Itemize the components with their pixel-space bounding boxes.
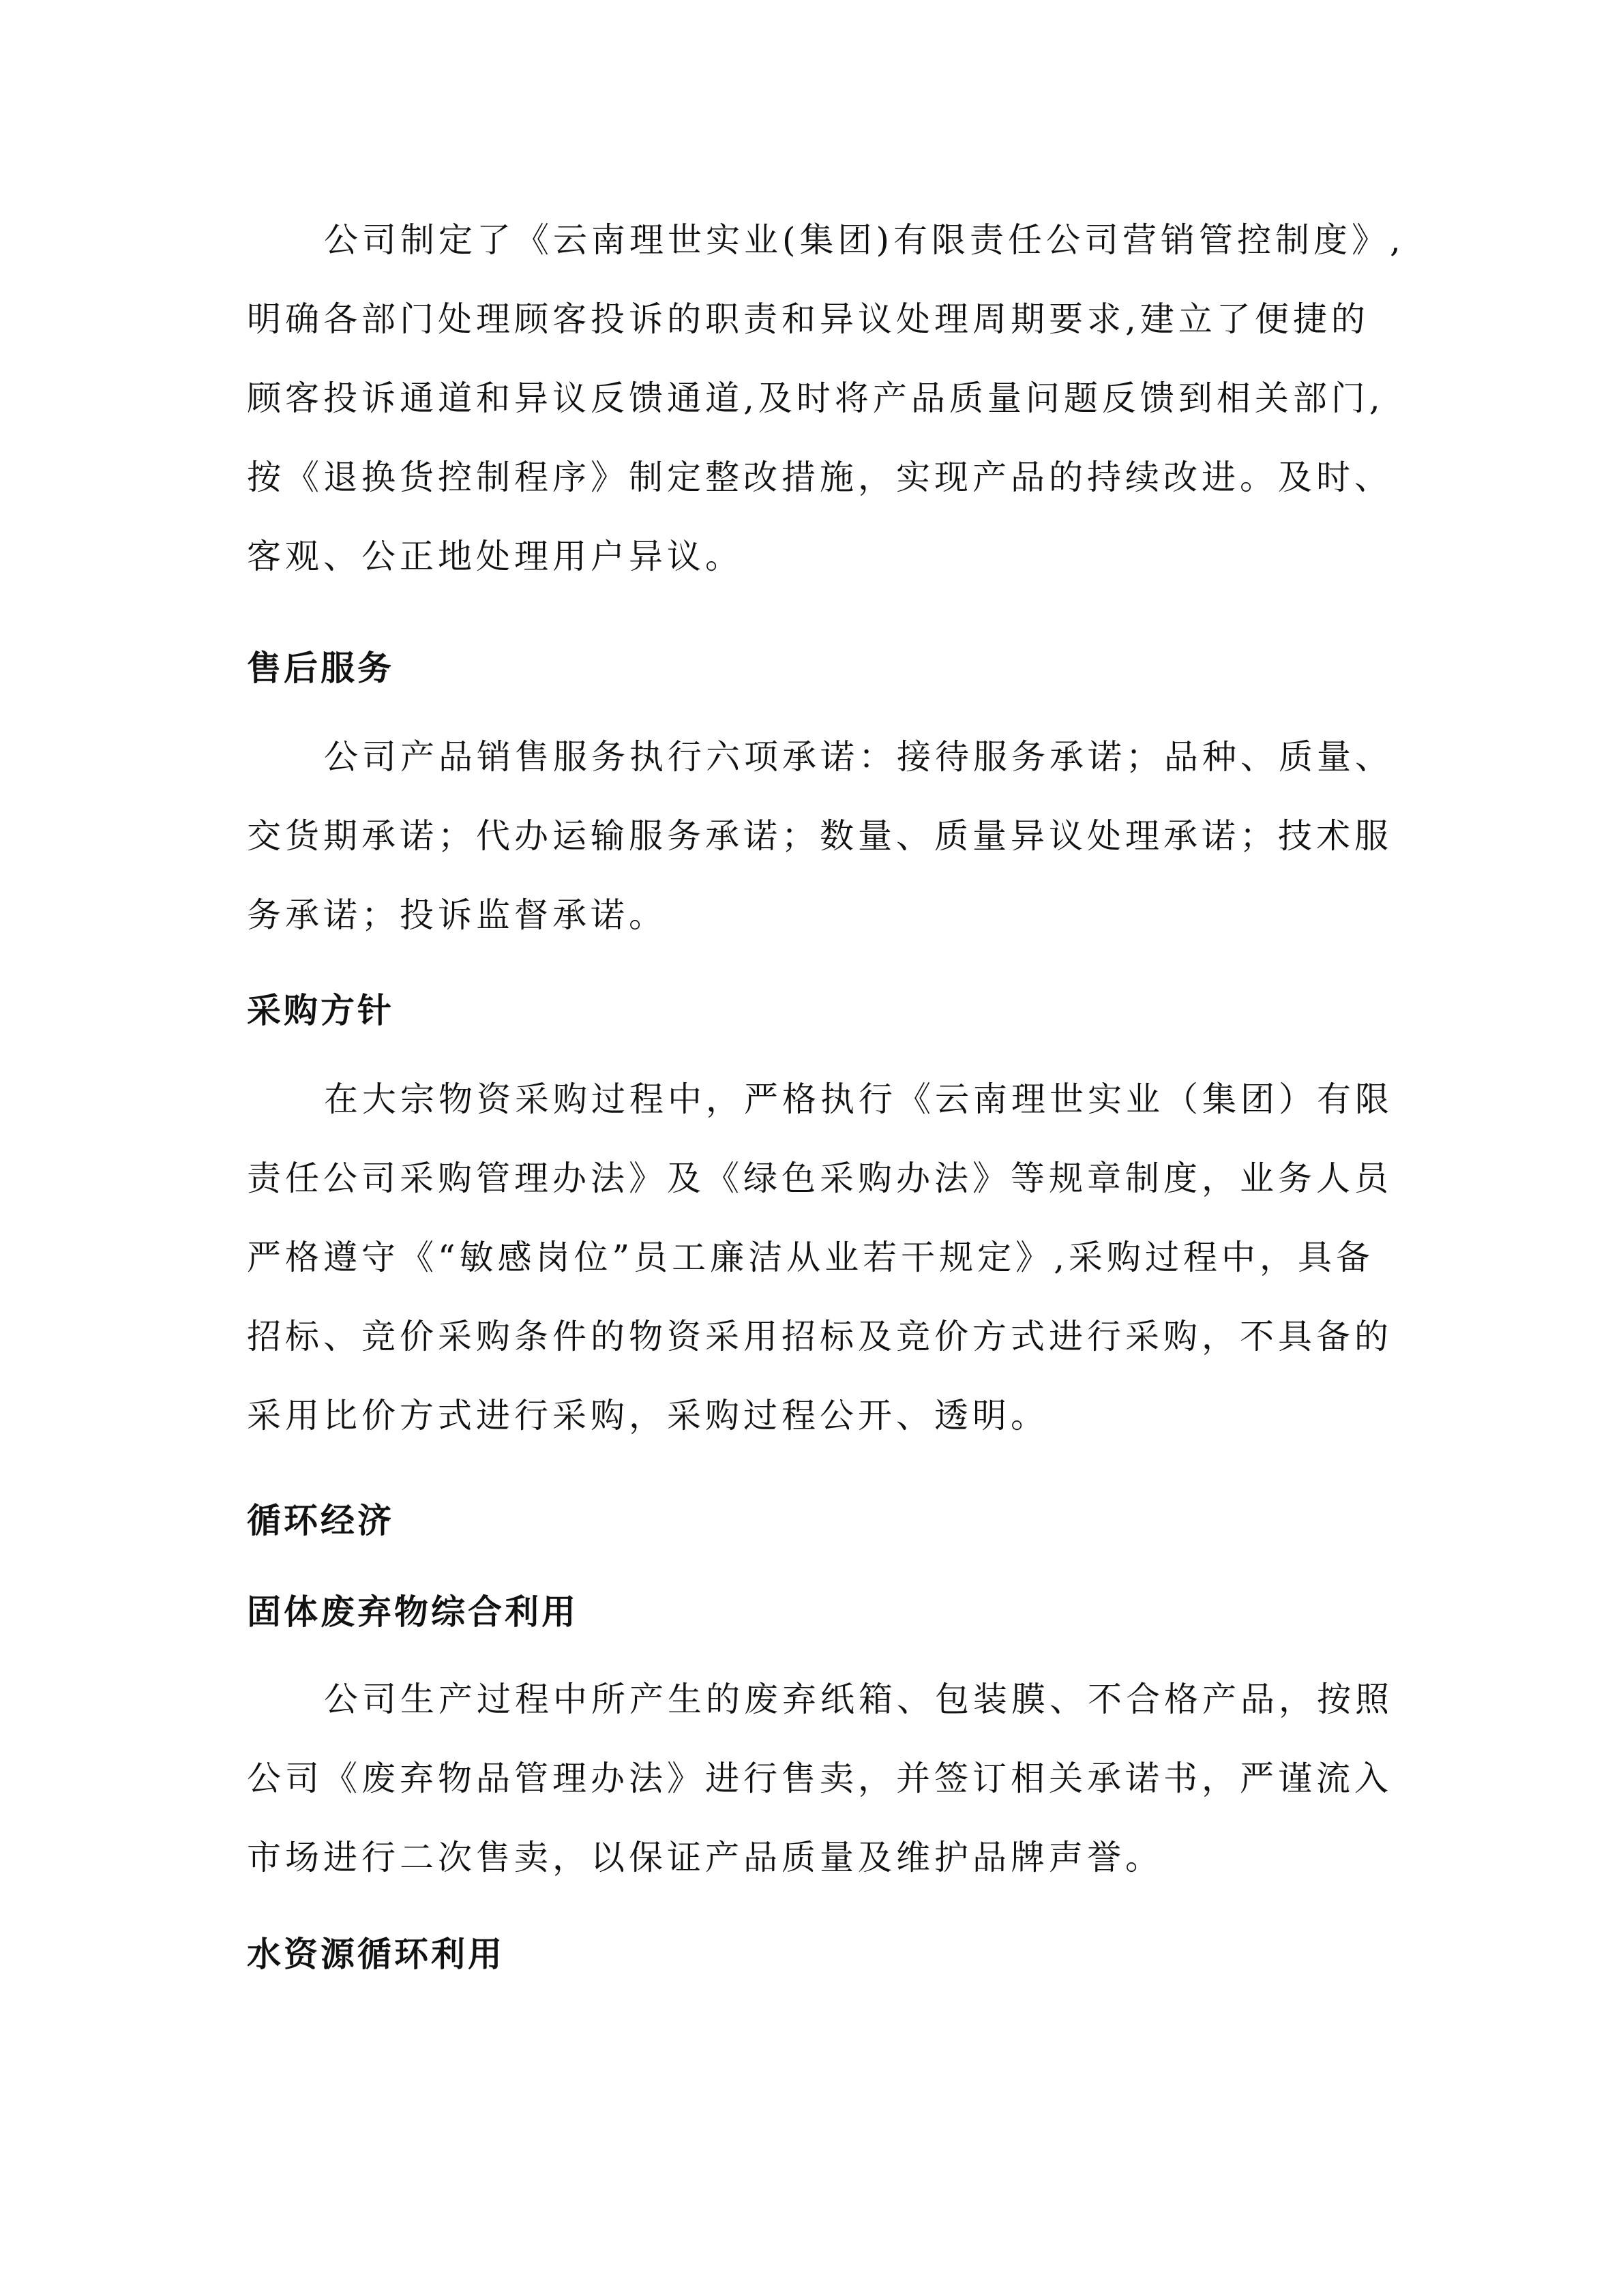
- heading-after-sales-service: 售后服务: [247, 648, 394, 688]
- paragraph-after-sales-line-2: 交货期承诺；代办运输服务承诺；数量、质量异议处理承诺；技术服: [247, 816, 1393, 856]
- paragraph-solid-waste-line-1: 公司生产过程中所产生的废弃纸箱、包装膜、不合格产品，按照: [324, 1680, 1393, 1719]
- heading-water-recycling: 水资源循环利用: [247, 1934, 505, 1974]
- paragraph-complaints-line-3: 顾客投诉通道和异议反馈通道,及时将产品质量问题反馈到相关部门,: [247, 378, 1384, 418]
- paragraph-after-sales-line-1: 公司产品销售服务执行六项承诺：接待服务承诺；品种、质量、: [324, 737, 1393, 777]
- paragraph-complaints-line-4: 按《退换货控制程序》制定整改措施，实现产品的持续改进。及时、: [247, 458, 1393, 497]
- paragraph-procurement-line-3: 严格遵守《“敏感岗位”员工廉洁从业若干规定》,采购过程中，具备: [247, 1238, 1375, 1277]
- heading-procurement-policy: 采购方针: [247, 990, 394, 1030]
- heading-circular-economy: 循环经济: [247, 1500, 394, 1540]
- paragraph-complaints-line-5: 客观、公正地处理用户异议。: [247, 537, 743, 576]
- paragraph-complaints-line-1: 公司制定了《云南理世实业(集团)有限责任公司营销管控制度》,: [324, 220, 1405, 260]
- paragraph-after-sales-line-3: 务承诺；投诉监督承诺。: [247, 895, 667, 935]
- paragraph-solid-waste-line-2: 公司《废弃物品管理办法》进行售卖，并签订相关承诺书，严谨流入: [247, 1759, 1393, 1798]
- paragraph-procurement-line-4: 招标、竞价采购条件的物资采用招标及竞价方式进行采购，不具备的: [247, 1317, 1393, 1356]
- paragraph-procurement-line-1: 在大宗物资采购过程中，严格执行《云南理世实业（集团）有限: [324, 1079, 1393, 1119]
- heading-solid-waste-utilization: 固体废弃物综合利用: [247, 1592, 578, 1632]
- paragraph-complaints-line-2: 明确各部门处理顾客投诉的职责和异议处理周期要求,建立了便捷的: [247, 299, 1369, 339]
- paragraph-procurement-line-5: 采用比价方式进行采购，采购过程公开、透明。: [247, 1396, 1049, 1435]
- paragraph-solid-waste-line-3: 市场进行二次售卖，以保证产品质量及维护品牌声誉。: [247, 1838, 1163, 1877]
- paragraph-procurement-line-2: 责任公司采购管理办法》及《绿色采购办法》等规章制度，业务人员: [247, 1159, 1393, 1198]
